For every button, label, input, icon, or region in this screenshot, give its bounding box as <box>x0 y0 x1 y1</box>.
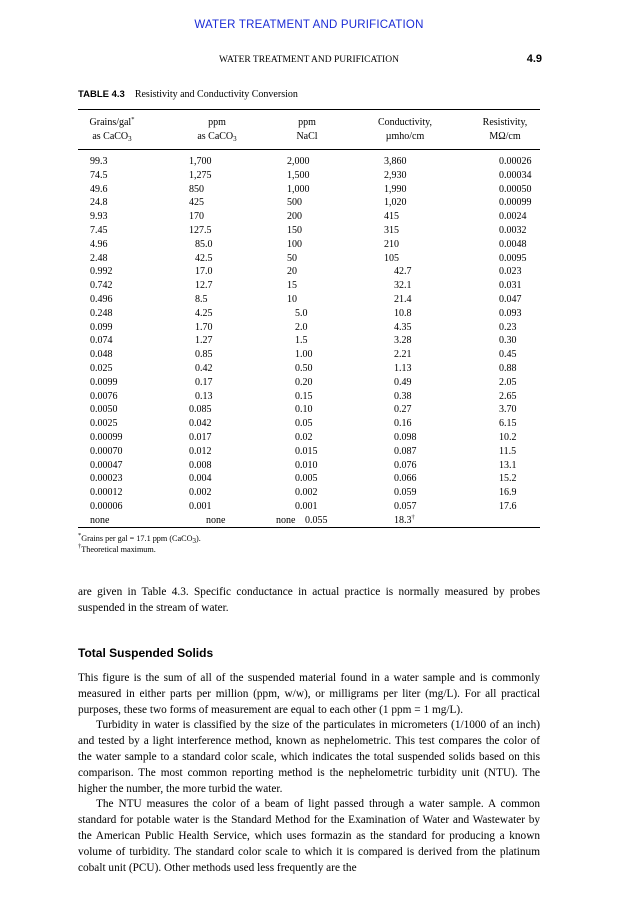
table-cell: 8.5 <box>195 294 208 305</box>
table-cell: 1.5 <box>295 335 308 347</box>
table-cell: 0.50 <box>295 363 313 374</box>
table-cell: 0.00026 <box>499 156 532 167</box>
table-cell: 2,000 <box>287 156 310 167</box>
table-cell: 0.88 <box>499 363 517 374</box>
table-cell: 1,275 <box>189 169 212 181</box>
table-cell: 315 <box>384 225 399 236</box>
table-cell: 127.5 <box>189 225 212 236</box>
table-cell: 42.5 <box>195 252 213 264</box>
table-cell: 0.059 <box>394 487 417 499</box>
table-cell: 32.1 <box>394 280 412 292</box>
table-cell: 2.05 <box>499 376 517 388</box>
table-cell: 0.49 <box>394 376 412 388</box>
column-header: Grains/gal* as CaCO$_3$ <box>89 116 135 143</box>
table-cell: 16.9 <box>499 487 517 499</box>
table-cell: 0.30 <box>499 335 517 347</box>
table-cell: 150 <box>287 225 302 236</box>
page-number: 4.9 <box>526 53 542 65</box>
table-cell: 1.27 <box>195 335 213 347</box>
table-cell: 50 <box>287 252 297 264</box>
table-cell: 0.099 <box>90 321 113 333</box>
table-cell: 13.1 <box>499 459 517 471</box>
table-cell: 42.7 <box>394 266 412 278</box>
table-cell: 170 <box>189 211 204 223</box>
table-cell: 1.13 <box>394 363 412 374</box>
table-cell: 2.48 <box>90 252 108 264</box>
table-cell: 100 <box>287 238 302 250</box>
table-cell: 0.017 <box>189 432 212 443</box>
table-top-rule <box>78 109 540 110</box>
table-cell: 2.65 <box>499 390 517 402</box>
table-cell: 5.0 <box>295 307 308 319</box>
table-cell: 0.025 <box>90 363 113 374</box>
table-cell: 0.00070 <box>90 445 123 457</box>
section-body <box>78 671 540 876</box>
table-cell: 0.15 <box>295 390 313 402</box>
table-cell: none <box>90 514 110 526</box>
table-cell: 2.21 <box>394 349 412 361</box>
table-cell: 85.0 <box>195 238 213 250</box>
table-cell: 0.076 <box>394 459 417 471</box>
table-cell: 0.00012 <box>90 487 123 499</box>
table-cell: 0.0050 <box>90 404 118 416</box>
table-cell: 0.047 <box>499 294 522 305</box>
table-cell: 0.13 <box>195 390 213 402</box>
table-cell: 3,860 <box>384 156 407 167</box>
table-cell: 0.087 <box>394 445 417 457</box>
table-cell: 210 <box>384 238 399 250</box>
table-cell: 0.17 <box>195 376 213 388</box>
footnote-grains: *Grains per gal = 17.1 ppm (CaCO$_3$). <box>78 532 201 545</box>
table-cell: 0.002 <box>189 487 212 499</box>
table-cell: 15 <box>287 280 297 292</box>
table-cell: 0.002 <box>295 487 318 499</box>
intro-paragraph: are given in Table 4.3. Specific conductance in actual practice is normally measured by probes suspended in the stream of water. <box>78 586 540 614</box>
table-cell: 0.23 <box>499 321 517 333</box>
table-cell: 11.5 <box>499 445 517 457</box>
table-cell: 0.057 <box>394 501 417 512</box>
table-cell: 0.85 <box>195 349 213 361</box>
table-cell: 0.098 <box>394 432 417 443</box>
column-header: Conductivity, µmho/cm <box>377 117 433 142</box>
table-title: Resistivity and Conductivity Conversion <box>134 89 298 100</box>
table-bottom-rule <box>78 527 540 528</box>
table-cell: 0.05 <box>295 418 313 430</box>
table-cell: 24.8 <box>90 197 108 209</box>
table-cell: 0.066 <box>394 473 417 485</box>
table-cell: 18.3† <box>394 513 415 526</box>
table-cell: 0.005 <box>295 473 318 485</box>
table-header-rule <box>78 149 540 150</box>
table-cell: 1,020 <box>384 197 407 209</box>
column-header: ppm as CaCO$_3$ <box>197 117 237 143</box>
table-cell: 0.38 <box>394 390 412 402</box>
table-cell: 9.93 <box>90 211 108 223</box>
table-cell: 0.45 <box>499 349 517 361</box>
table-cell: 10.2 <box>499 432 517 443</box>
paragraph: This figure is the sum of all of the suspended material found in a water sample and is commonly measured in either parts per million (ppm, w/w), or milligrams per liter (mg/L). For all practical purposes, these two forms of measurement are equal to each other (1 ppm = 1 mg/L). <box>78 672 540 716</box>
table-cell: 0.20 <box>295 376 313 388</box>
table-cell: 3.70 <box>499 404 517 416</box>
table-cell: 0.16 <box>394 418 412 430</box>
footnote-theoretical: †Theoretical maximum. <box>78 543 156 554</box>
table-cell: 0.248 <box>90 307 113 319</box>
table-cell: 21.4 <box>394 294 412 305</box>
table-cell: 1,990 <box>384 183 407 195</box>
table-cell: 0.085 <box>189 404 212 416</box>
table-cell: 0.00050 <box>499 183 532 195</box>
table-cell: 0.074 <box>90 335 113 347</box>
table-cell: 0.093 <box>499 307 522 319</box>
table-cell: 415 <box>384 211 399 223</box>
table-cell: 12.7 <box>195 280 213 292</box>
table-cell: 17.6 <box>499 501 517 512</box>
column-header: Resistivity, MΩ/cm <box>482 117 528 142</box>
table-cell: 850 <box>189 183 204 195</box>
table-cell: 0.42 <box>195 363 213 374</box>
table-cell: 0.012 <box>189 445 212 457</box>
table-cell: 0.00047 <box>90 459 123 471</box>
table-cell: 0.042 <box>189 418 212 430</box>
table-cell: 6.15 <box>499 418 517 430</box>
table-cell: 10 <box>287 294 297 305</box>
table-cell: 0.0048 <box>499 238 527 250</box>
table-cell: 0.0032 <box>499 225 527 236</box>
table-cell: 0.0025 <box>90 418 118 430</box>
table-cell: 1.00 <box>295 349 313 361</box>
section-heading: Total Suspended Solids <box>78 646 214 660</box>
table-cell: 0.742 <box>90 280 113 292</box>
table-cell: 15.2 <box>499 473 517 485</box>
table-cell: none <box>276 514 296 526</box>
table-cell: 0.00023 <box>90 473 123 485</box>
table-cell: 0.004 <box>189 473 212 485</box>
table-cell: 4.96 <box>90 238 108 250</box>
table-cell: 7.45 <box>90 225 108 236</box>
table-caption <box>78 89 298 100</box>
table-cell: 0.010 <box>295 459 318 471</box>
table-cell: 0.023 <box>499 266 522 278</box>
table-cell: 0.992 <box>90 266 113 278</box>
table-cell: 0.031 <box>499 280 522 292</box>
table-cell: 0.001 <box>189 501 212 512</box>
table-cell: 0.10 <box>295 404 313 416</box>
running-head: WATER TREATMENT AND PURIFICATION <box>219 55 399 65</box>
table-cell: 1,700 <box>189 156 212 167</box>
table-cell: 0.001 <box>295 501 318 512</box>
table-cell: 0.00034 <box>499 169 532 181</box>
table-cell: 74.5 <box>90 169 108 181</box>
table-cell: 1.70 <box>195 321 213 333</box>
table-cell: 49.6 <box>90 183 108 195</box>
table-cell: 1,500 <box>287 169 310 181</box>
table-cell: 0.496 <box>90 294 113 305</box>
table-cell: 0.00099 <box>499 197 532 209</box>
table-cell: 500 <box>287 197 302 209</box>
table-cell: 0.0024 <box>499 211 527 223</box>
table-cell: 105 <box>384 252 399 264</box>
column-header: ppm NaCl <box>296 117 318 142</box>
table-cell: 4.25 <box>195 307 213 319</box>
table-cell: 0.0076 <box>90 390 118 402</box>
table-cell: 1,000 <box>287 183 310 195</box>
table-cell: 200 <box>287 211 302 223</box>
table-cell: 10.8 <box>394 307 412 319</box>
table-cell: 0.048 <box>90 349 113 361</box>
table-cell: 20 <box>287 266 297 278</box>
table-cell: 0.02 <box>295 432 313 443</box>
book-banner: WATER TREATMENT AND PURIFICATION <box>194 19 424 31</box>
table-cell: 0.27 <box>394 404 412 416</box>
table-cell: 0.0099 <box>90 376 118 388</box>
table-cell: 99.3 <box>90 156 108 167</box>
table-cell: 2.0 <box>295 321 308 333</box>
table-cell: 0.015 <box>295 445 318 457</box>
table-cell: 3.28 <box>394 335 412 347</box>
paragraph: Turbidity in water is classified by the size of the particulates in micrometers (1/1000 of an inch) and tested by a light interference method, known as nephelometric. This test compares the color of the water sample to a standard color scale, which indicates the total suspended solids based on this comparison. The most common reporting method is the nephelometric turbidity unit (NTU). The higher the number, the more turbid the water. <box>78 719 540 795</box>
table-cell: 2,930 <box>384 169 407 181</box>
table-cell: 17.0 <box>195 266 213 278</box>
table-cell: 0.00099 <box>90 432 123 443</box>
table-cell: 0.00006 <box>90 501 123 512</box>
table-cell: 0.008 <box>189 459 212 471</box>
table-cell: 0.055 <box>305 514 328 526</box>
table-label: TABLE 4.3 <box>78 89 125 100</box>
table-cell: 425 <box>189 197 204 209</box>
paragraph: The NTU measures the color of a beam of light passed through a water sample. A common standard for potable water is the Standard Method for the Examination of Water and Wastewater by the American Public Health Service, which uses formazin as the standard for producing a known volume of turbidity. The standard color scale to which it is compared is derived from the platinum cobalt unit (PCU). Other methods used less frequently are the <box>78 798 540 874</box>
table-cell: 0.0095 <box>499 252 527 264</box>
table-cell: 4.35 <box>394 321 412 333</box>
table-cell: none <box>206 514 226 526</box>
